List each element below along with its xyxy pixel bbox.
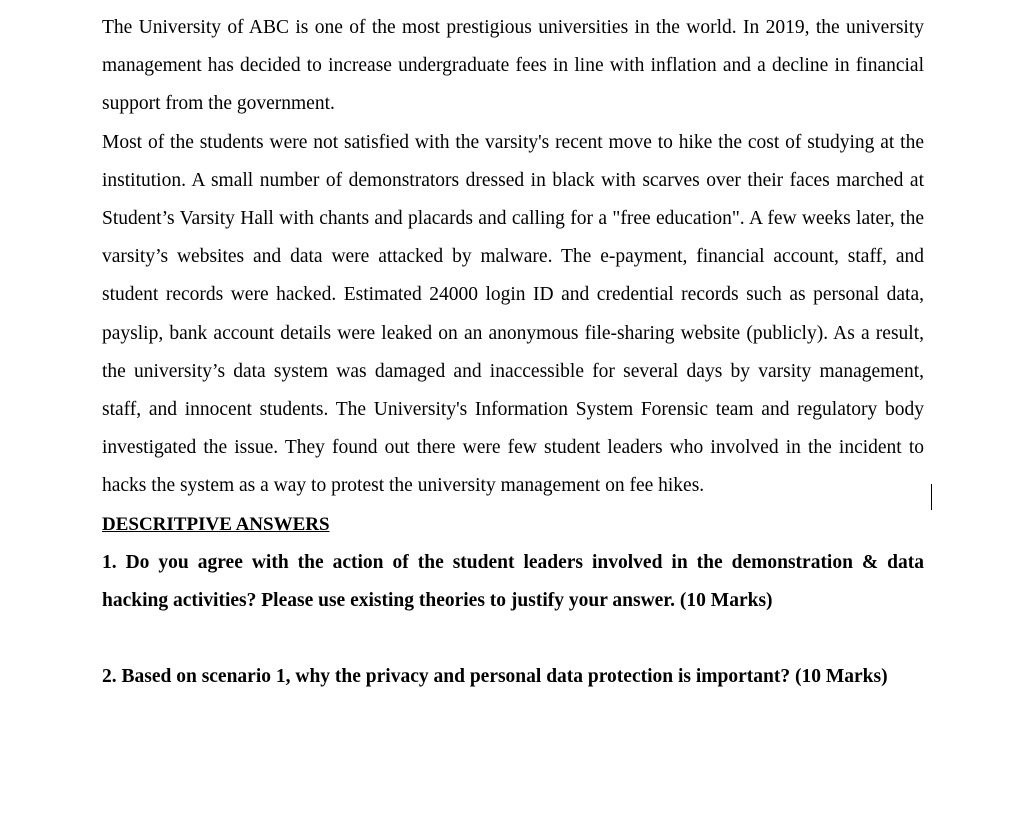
scenario-paragraph-1: The University of ABC is one of the most prestigious universities in the world. In 2019, the university management has decided to increase undergraduate fees in line with inflation and a decline in financial support from the government. xyxy=(102,17,924,115)
section-heading: DESCRITPIVE ANSWERS xyxy=(102,513,330,535)
scenario-paragraph-2 xyxy=(102,124,924,506)
document-body xyxy=(102,9,924,696)
spacer xyxy=(102,620,924,658)
question-2: 2. Based on scenario 1, why the privacy and personal data protection is important? (10 Marks) xyxy=(102,666,888,688)
text-cursor xyxy=(931,484,932,510)
scenario-paragraph-2-text: Most of the students were not satisfied with the varsity's recent move to hike the cost of studying at the institution. A small number of demonstrators dressed in black with scarves over their faces marched at Student’s Varsity Hall with chants and placards and calling for a "free education". A few weeks later, the varsity’s websites and data were attacked by malware. The e-payment, financial account, staff, and student records were hacked. Estimated 24000 login ID and credential records such as personal data, payslip, bank account details were leaked on an anonymous file-sharing website (publicly). As a result, the university’s data system was damaged and inaccessible for several days by varsity management, staff, and innocent students. The University's Information System Forensic team and regulatory body investigated the issue. They found out there were few student leaders who involved in the incident to hacks the system as a way to protest the university management on fee hikes. xyxy=(102,131,924,497)
question-1: 1. Do you agree with the action of the student leaders involved in the demonstration & data hacking activities? Please use existing theories to justify your answer. (10 Marks) xyxy=(102,551,924,611)
